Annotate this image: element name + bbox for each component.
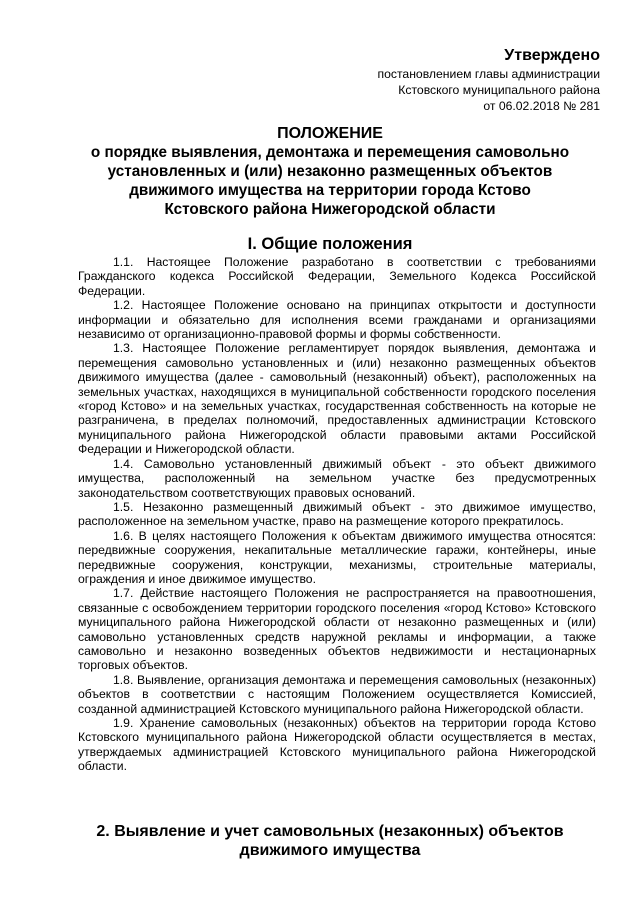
section2-heading-line: 2. Выявление и учет самовольных (незаконных) объектов	[96, 823, 564, 840]
approval-line: Кстовского муниципального района	[398, 83, 600, 97]
section2-heading-line: движимого имущества	[239, 842, 421, 859]
document-title	[60, 124, 600, 219]
paragraph: 1.4. Самовольно установленный движимый объект - это объект движимого имущества, расположенный на земельном участке без предусмотренных законодательством соответствующих правовых оснований.	[78, 456, 596, 500]
section-body	[78, 255, 596, 774]
paragraph: 1.2. Настоящее Положение основано на принципах открытости и доступности информации и обязательно для исполнения всеми гражданами и организациями независимо от организационно-правовой формы и формы собственности.	[78, 298, 596, 342]
paragraph: 1.3. Настоящее Положение регламентирует порядок выявления, демонтажа и перемещения самовольно установленных и (или) незаконно размещенных объектов движимого имущества (далее - самовольный (незаконный) объект), расположенных на земельных участках, находящихся в муниципальной собственности городского поселения «город Кстово» и на земельных участках, государственная собственность на которые не разграничена, в пределах полномочий, предоставленных администрации Кстовского муниципального района Нижегородской области правовыми актами Российской Федерации и Нижегородской области.	[78, 341, 596, 457]
paragraph: 1.7. Действие настоящего Положения не распространяется на правоотношения, связанные с освобождением территории городского поселения «город Кстово» Кстовского муниципального района Нижегородской области от незаконно размещенных и (или) самовольно установленных средств наружной рекламы и информации, а также самовольно и незаконно возведенных объектов недвижимости и нестационарных торговых объектов.	[78, 586, 596, 673]
section2-heading	[60, 822, 600, 860]
section-heading: I. Общие положения	[247, 235, 413, 253]
paragraph: 1.9. Хранение самовольных (незаконных) объектов на территории города Кстово Кстовского муниципального района Нижегородской области осуществляется в местах, утверждаемых администрацией Кстовского муниципального района Нижегородской области.	[78, 716, 596, 774]
title-line: о порядке выявления, демонтажа и перемещения самовольно	[90, 144, 570, 161]
approval-date: от 06.02.2018 № 281	[483, 99, 600, 113]
paragraph: 1.1. Настоящее Положение разработано в соответствии с требованиями Гражданского кодекса Российской Федерации, Земельного Кодекса Российской Федерации.	[78, 255, 596, 298]
paragraph: 1.8. Выявление, организация демонтажа и перемещения самовольных (незаконных) объектов в соответствии с настоящим Положением осуществляется Комиссией, созданной администрацией Кстовского муниципального района Нижегородской области.	[78, 672, 596, 716]
title-main: ПОЛОЖЕНИЕ	[277, 125, 383, 142]
approval-block	[378, 46, 601, 114]
paragraph: 1.5. Незаконно размещенный движимый объект - это движимое имущество, расположенное на земельном участке, право на размещение которого прекратилось.	[78, 499, 596, 529]
title-line: установленных и (или) незаконно размещенных объектов	[107, 163, 553, 180]
approval-heading: Утверждено	[504, 47, 600, 64]
paragraph: 1.6. В целях настоящего Положения к объектам движимого имущества относятся: передвижные сооружения, некапитальные металлические гаражи, контейнеры, иные передвижные сооружения, конструкции, механизмы, строительные материалы, ограждения и иное движимое имущество.	[78, 528, 596, 586]
title-line: Кстовского района Нижегородской области	[164, 201, 496, 218]
title-line: движимого имущества на территории города Кстово	[129, 182, 531, 199]
approval-line: постановлением главы администрации	[377, 67, 600, 81]
